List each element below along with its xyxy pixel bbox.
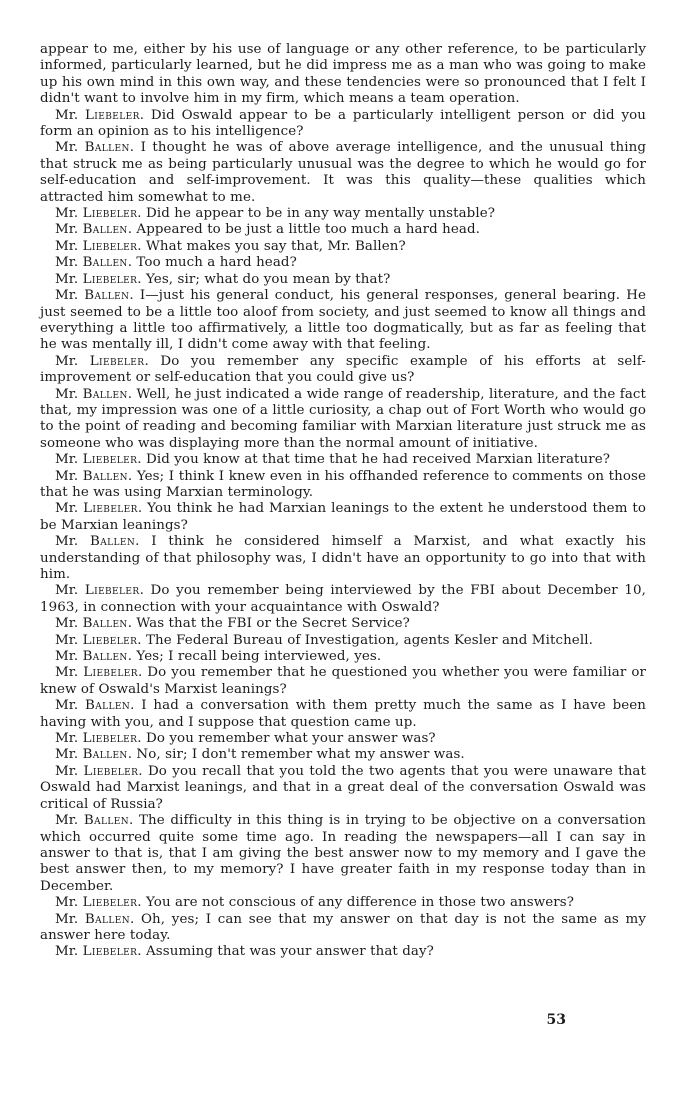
transcript-paragraph	[40, 649, 646, 665]
speaker-name	[55, 387, 136, 402]
speech-text: Do you recall that you told the two agents that you were unaware that Oswald had Marxist leanings, and that in a great deal of the conversation Oswald was critical of Russia?	[40, 763, 646, 812]
speaker-surname: Liebeler	[82, 238, 138, 254]
speaker-period: .	[127, 649, 133, 665]
speaker-surname: Ballen	[82, 747, 128, 763]
transcript-paragraph	[40, 698, 646, 731]
speaker-period: .	[127, 616, 133, 632]
transcript-paragraph	[40, 764, 646, 813]
speaker-surname: Liebeler	[84, 583, 140, 599]
speaker-honorific: Mr.	[55, 501, 79, 517]
speaker-surname: Liebeler	[83, 501, 138, 517]
speaker-name	[55, 140, 141, 155]
speech-text: Well, he just indicated a wide range of readership, literature, and the fact that, my impression was one of a little curiosity, a chap out of Fort Worth who would go to the point of reading and becoming familiar with Marxian literature just struck me as someone who was displaying more than the normal amount of initiative.	[40, 386, 646, 451]
speaker-surname: Ballen	[84, 698, 131, 714]
transcript-paragraph	[40, 912, 646, 945]
speaker-name	[55, 665, 147, 680]
speaker-period: .	[127, 386, 133, 402]
speaker-surname: Ballen	[89, 534, 136, 550]
speech-text: I had a conversation with them pretty much the same as I have been having with you, and I suppose that question came up.	[40, 698, 647, 730]
speaker-name	[55, 452, 146, 467]
speaker-name	[55, 534, 151, 549]
speaker-honorific: Mr.	[55, 353, 79, 369]
speaker-surname: Liebeler	[82, 895, 138, 911]
speech-text: The difficulty in this thing is in trying to be objective on a conversation which occurred quite some time ago. In reading the newspapers—all I can say in answer to that is, that I am giving the best answer now to my memory and I gave the best answer then, to my memory? I have greater faith in my response today than in December.	[40, 813, 647, 894]
speaker-name	[55, 633, 146, 648]
speaker-period: .	[135, 534, 140, 550]
transcript-paragraph	[40, 42, 646, 108]
transcript-paragraph	[40, 501, 646, 534]
speaker-honorific: Mr.	[55, 763, 79, 779]
speaker-honorific: Mr.	[55, 222, 79, 238]
speech-text: Was that the FBI or the Secret Service?	[136, 616, 410, 632]
speaker-surname: Liebeler	[89, 353, 145, 369]
speaker-period: .	[137, 665, 143, 681]
speaker-name	[55, 764, 148, 779]
transcript-paragraph	[40, 665, 646, 698]
speaker-period: .	[139, 583, 144, 599]
speaker-honorific: Mr.	[55, 288, 79, 304]
transcript-paragraph	[40, 239, 646, 255]
speech-text: Do you remember any specific example of his efforts at self-improvement or self-education that you could give us?	[40, 353, 647, 386]
speaker-period: .	[138, 763, 143, 779]
speaker-period: .	[137, 731, 142, 747]
speaker-honorific: Mr.	[55, 534, 79, 550]
speaker-name	[55, 354, 160, 369]
speaker-honorific: Mr.	[55, 698, 79, 714]
speaker-surname: Ballen	[82, 255, 128, 271]
speaker-surname: Ballen	[82, 649, 128, 665]
speech-text: Oh, yes; I can see that my answer on that day is not the same as my answer here today.	[40, 911, 646, 943]
speech-text: No, sir; I don't remember what my answer was.	[136, 747, 465, 763]
transcript-paragraph	[40, 469, 646, 502]
speaker-honorific: Mr.	[55, 452, 79, 468]
speaker-name	[55, 747, 136, 762]
speaker-period: .	[129, 140, 135, 156]
speaker-honorific: Mr.	[55, 386, 79, 402]
speaker-period: .	[129, 911, 135, 927]
speaker-honorific: Mr.	[55, 747, 79, 763]
speaker-period: .	[137, 271, 142, 287]
speaker-name	[55, 912, 141, 927]
speaker-period: .	[127, 468, 133, 484]
transcript-paragraph	[40, 452, 646, 468]
speaker-period: .	[127, 747, 133, 763]
transcript-paragraph	[40, 895, 646, 911]
speech-text: Yes; I recall being interviewed, yes.	[136, 649, 382, 665]
speech-text: Do you remember that he questioned you whether you were familiar or knew of Oswald's Marxist leanings?	[40, 665, 647, 697]
transcript-paragraph	[40, 534, 646, 583]
transcript-paragraph	[40, 108, 646, 141]
speech-text: Did he appear to be in any way mentally unstable?	[146, 206, 496, 222]
transcript-paragraph	[40, 813, 646, 895]
speaker-surname: Ballen	[82, 468, 128, 484]
speaker-honorific: Mr.	[55, 238, 79, 254]
speech-text: I think he considered himself a Marxist, and what exactly his understanding of that philosophy was, I didn't have an opportunity to go into that with him.	[40, 534, 647, 582]
speaker-honorific: Mr.	[55, 649, 79, 665]
speech-text: What makes you say that, Mr. Ballen?	[146, 238, 406, 254]
speaker-surname: Liebeler	[83, 763, 139, 779]
speaker-period: .	[127, 222, 133, 238]
speech-text: Appeared to be just a little too much a hard head.	[136, 222, 480, 238]
speaker-honorific: Mr.	[55, 271, 79, 287]
speech-text: Did Oswald appear to be a particularly intelligent person or did you form an opinion as to his intelligence?	[40, 107, 647, 140]
speaker-name	[55, 222, 136, 237]
speaker-period: .	[137, 944, 142, 960]
speech-text: I—just his general conduct, his general responses, general bearing. He just seemed to be a little too aloof from society, and just seemed to know all things and everything a little too affirmatively, a little too dogmatically, but as far as feeling that he was mentally ill, I didn't come away with that feeling.	[40, 288, 646, 353]
speaker-period: .	[139, 107, 145, 123]
speaker-name	[55, 698, 141, 713]
speech-text: Did you know at that time that he had received Marxian literature?	[146, 452, 611, 468]
speaker-period: .	[137, 501, 143, 517]
speaker-name	[55, 583, 151, 598]
speaker-name	[55, 501, 147, 516]
speaker-surname: Ballen	[83, 813, 129, 829]
speaker-surname: Liebeler	[85, 107, 140, 123]
speaker-name	[55, 288, 140, 303]
speaker-period: .	[128, 813, 134, 829]
speaker-period: .	[137, 238, 142, 254]
transcript-paragraph	[40, 272, 646, 288]
speaker-name	[55, 272, 146, 287]
speaker-name	[55, 944, 146, 959]
testimony-transcript	[40, 42, 646, 961]
speaker-honorific: Mr.	[55, 632, 79, 648]
speaker-honorific: Mr.	[55, 813, 79, 829]
speech-text: I thought he was of above average intelligence, and the unusual thing that struck me as being particularly unusual was the degree to which he would go for self-education and self-improvement. It was this quality—these qualities which attracted him somewhat to me.	[40, 140, 647, 205]
speaker-name	[55, 649, 136, 664]
speaker-name	[55, 616, 136, 631]
transcript-paragraph	[40, 747, 646, 763]
speaker-surname: Liebeler	[82, 632, 138, 648]
speaker-honorific: Mr.	[55, 140, 79, 156]
speaker-surname: Liebeler	[82, 944, 138, 960]
speaker-period: .	[127, 255, 133, 271]
speaker-surname: Ballen	[82, 386, 128, 402]
transcript-paragraph	[40, 255, 646, 271]
speaker-honorific: Mr.	[55, 107, 79, 123]
transcript-paragraph	[40, 583, 646, 616]
speaker-name	[55, 255, 136, 270]
speaker-honorific: Mr.	[55, 731, 79, 747]
speaker-period: .	[137, 895, 142, 911]
speech-text: Do you remember being interviewed by the FBI about December 10, 1963, in connection with your acquaintance with Oswald?	[40, 583, 646, 615]
transcript-paragraph	[40, 222, 646, 238]
speaker-period: .	[137, 452, 142, 468]
speech-text: Assuming that was your answer that day?	[146, 944, 434, 960]
speaker-surname: Liebeler	[82, 206, 138, 222]
speech-text: Too much a hard head?	[136, 255, 297, 271]
speaker-honorific: Mr.	[55, 468, 79, 484]
speaker-honorific: Mr.	[55, 665, 79, 681]
speaker-surname: Ballen	[82, 222, 128, 238]
speaker-surname: Ballen	[84, 140, 130, 156]
transcript-paragraph	[40, 616, 646, 632]
speaker-period: .	[130, 698, 135, 714]
speaker-honorific: Mr.	[55, 616, 79, 632]
speaker-honorific: Mr.	[55, 583, 79, 599]
speech-text: You think he had Marxian leanings to the extent he understood them to be Marxian leanings?	[40, 501, 647, 533]
speaker-surname: Ballen	[82, 616, 128, 632]
transcript-paragraph	[40, 354, 646, 387]
speech-text: Yes, sir; what do you mean by that?	[146, 271, 391, 287]
transcript-paragraph	[40, 633, 646, 649]
speaker-surname: Liebeler	[83, 665, 138, 681]
speaker-period: .	[137, 632, 142, 648]
speaker-name	[55, 108, 151, 123]
speech-text: Do you remember what your answer was?	[146, 731, 436, 747]
speech-text: The Federal Bureau of Investigation, agents Kesler and Mitchell.	[146, 632, 593, 648]
speech-text: appear to me, either by his use of language or any other reference, to be particularly informed, particularly learned, but he did impress me as a man who was going to make up his own mind in this own way, and these tendencies were so pronounced that I felt I didn't want to involve him in my firm, which means a team operation.	[40, 42, 646, 107]
transcript-paragraph	[40, 288, 646, 354]
speaker-surname: Liebeler	[82, 731, 138, 747]
speaker-honorific: Mr.	[55, 895, 79, 911]
speaker-name	[55, 813, 139, 828]
speaker-period: .	[129, 288, 134, 304]
speaker-surname: Ballen	[84, 911, 130, 927]
speaker-name	[55, 895, 146, 910]
speech-text: Yes; I think I knew even in his offhanded reference to comments on those that he was using Marxian terminology.	[40, 468, 647, 500]
transcript-paragraph	[40, 140, 646, 206]
page-number: 53	[546, 1012, 566, 1028]
transcript-paragraph	[40, 944, 646, 960]
speaker-honorific: Mr.	[55, 944, 79, 960]
speaker-name	[55, 731, 146, 746]
speaker-period: .	[144, 353, 149, 369]
transcript-paragraph	[40, 206, 646, 222]
transcript-paragraph	[40, 387, 646, 453]
speaker-name	[55, 239, 146, 254]
speaker-honorific: Mr.	[55, 206, 79, 222]
speaker-surname: Liebeler	[82, 271, 138, 287]
speaker-surname: Ballen	[84, 288, 130, 304]
speaker-name	[55, 469, 137, 484]
speaker-name	[55, 206, 146, 221]
speech-text: You are not conscious of any difference in those two answers?	[146, 895, 575, 911]
speaker-honorific: Mr.	[55, 911, 79, 927]
speaker-period: .	[137, 206, 142, 222]
speaker-surname: Liebeler	[82, 452, 138, 468]
transcript-paragraph	[40, 731, 646, 747]
speaker-honorific: Mr.	[55, 255, 79, 271]
